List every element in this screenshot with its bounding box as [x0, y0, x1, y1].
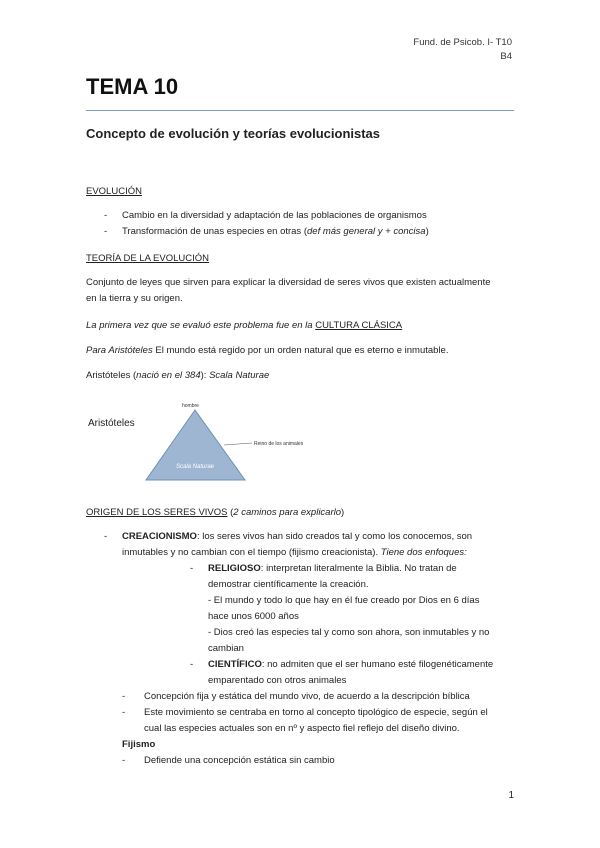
list-item — [102, 689, 514, 705]
aristoteles-name: Para Aristóteles — [86, 345, 153, 356]
religioso-line-4: hace unos 6000 años — [208, 611, 299, 622]
religioso-line-6: cambian — [208, 643, 244, 654]
religioso-line-5: - Dios creó las especies tal y como son ahora, son inmutables y no — [208, 627, 490, 638]
scala-naturae-diagram — [86, 396, 346, 488]
section-heading-origen: ORIGEN DE LOS SERES VIVOS — [86, 507, 228, 518]
text: Este movimiento se centraba en torno al concepto tipológico de especie, según el — [144, 707, 488, 718]
extra-line-2b: cual las especies actuales son en nº y aspecto fiel reflejo del diseño divino. — [144, 723, 460, 734]
list-item — [102, 705, 514, 721]
text: Defiende una concepción estática sin cambio — [144, 755, 335, 766]
section-heading-evolucion: EVOLUCIÓN — [86, 186, 142, 197]
text: Concepción fija y estática del mundo vivo, de acuerdo a la descripción bíblica — [144, 691, 470, 702]
list-item-text: Transformación de unas especies en otras ( — [122, 226, 307, 237]
list-item-close: ) — [425, 226, 429, 237]
text-italic: nació en el 384 — [136, 370, 201, 381]
origen-heading — [86, 505, 514, 521]
text: Aristóteles ( — [86, 370, 137, 381]
diagram-apex: hombre — [182, 403, 199, 409]
creacionismo-line-2 — [122, 545, 514, 561]
teoria-line-1: Conjunto de leyes que sirven para explicar la diversidad de seres vivos que existen actualmente — [86, 277, 491, 288]
list-item-note: def más general y + concisa — [307, 226, 426, 237]
diagram-label: Aristóteles — [88, 418, 135, 429]
diagram-base-label: Scala Naturae — [176, 464, 215, 470]
text: : no admiten que el ser humano esté filogenéticamente — [261, 659, 494, 670]
bullet-dash: - — [104, 531, 108, 542]
text: inmutables y no cambian con el tiempo (fijismo creacionista). — [122, 547, 381, 558]
text: ) — [341, 507, 345, 518]
cientifico-line-2: emparentado con otros animales — [208, 675, 347, 686]
list-item — [86, 208, 514, 224]
origen-note: 2 caminos para explicarlo — [233, 507, 342, 518]
page-subtitle: Concepto de evolución y teorías evolucionistas — [86, 126, 381, 141]
page-number: 1 — [508, 790, 514, 801]
diagram-side-label: Reino de los animales — [254, 441, 304, 447]
creacionismo-line-1: : los seres vivos han sido creados tal y como los conocemos, son — [196, 531, 473, 542]
bullet-dash: - — [122, 691, 126, 702]
aristoteles-line — [86, 368, 514, 384]
list-item — [180, 561, 514, 577]
bullet-dash: - — [104, 226, 108, 237]
diagram-pointer-line — [224, 443, 252, 445]
text: : interpretan literalmente la Biblia. No tratan de — [260, 563, 457, 574]
cientifico-title: CIENTÍFICO — [208, 659, 262, 670]
bullet-dash: - — [104, 210, 108, 221]
section-heading-teoria: TEORÍA DE LA EVOLUCIÓN — [86, 253, 210, 264]
list-item — [180, 657, 514, 673]
bullet-dash: - — [190, 659, 194, 670]
list-item-text: Cambio en la diversidad y adaptación de las poblaciones de organismos — [122, 210, 427, 221]
bullet-dash: - — [122, 707, 126, 718]
fijismo-heading: Fijismo — [122, 739, 156, 750]
list-item — [102, 753, 514, 769]
text-italic: Tiene dos enfoques: — [380, 547, 467, 558]
religioso-title: RELIGIOSO — [208, 563, 261, 574]
cultura-clasica: CULTURA CLÁSICA — [315, 320, 403, 331]
bullet-dash: - — [122, 755, 126, 766]
text: ): — [200, 370, 210, 381]
bullet-dash: - — [190, 563, 194, 574]
list-item — [86, 224, 514, 240]
list-item — [86, 529, 514, 545]
scala-naturae-label: Scala Naturae — [209, 370, 270, 381]
header-course: Fund. de Psicob. I- T10 — [413, 37, 512, 48]
page-header — [413, 36, 512, 64]
page-title: TEMA 10 — [86, 74, 179, 99]
title-divider — [86, 110, 514, 111]
religioso-line-2: demostrar científicamente la creación. — [208, 579, 369, 590]
teoria-line-2: en la tierra y su origen. — [86, 293, 183, 304]
aristoteles-paragraph — [86, 343, 514, 359]
aristoteles-text: El mundo está regido por un orden natural que es eterno e inmutable. — [152, 345, 449, 356]
creacionismo-title: CREACIONISMO — [122, 531, 197, 542]
primera-text: La primera vez que se evaluó este problema fue en la — [86, 320, 316, 331]
text: ( — [227, 507, 234, 518]
header-block: B4 — [500, 51, 512, 62]
primera-paragraph — [86, 318, 514, 334]
religioso-line-3: - El mundo y todo lo que hay en él fue creado por Dios en 6 días — [208, 595, 480, 606]
